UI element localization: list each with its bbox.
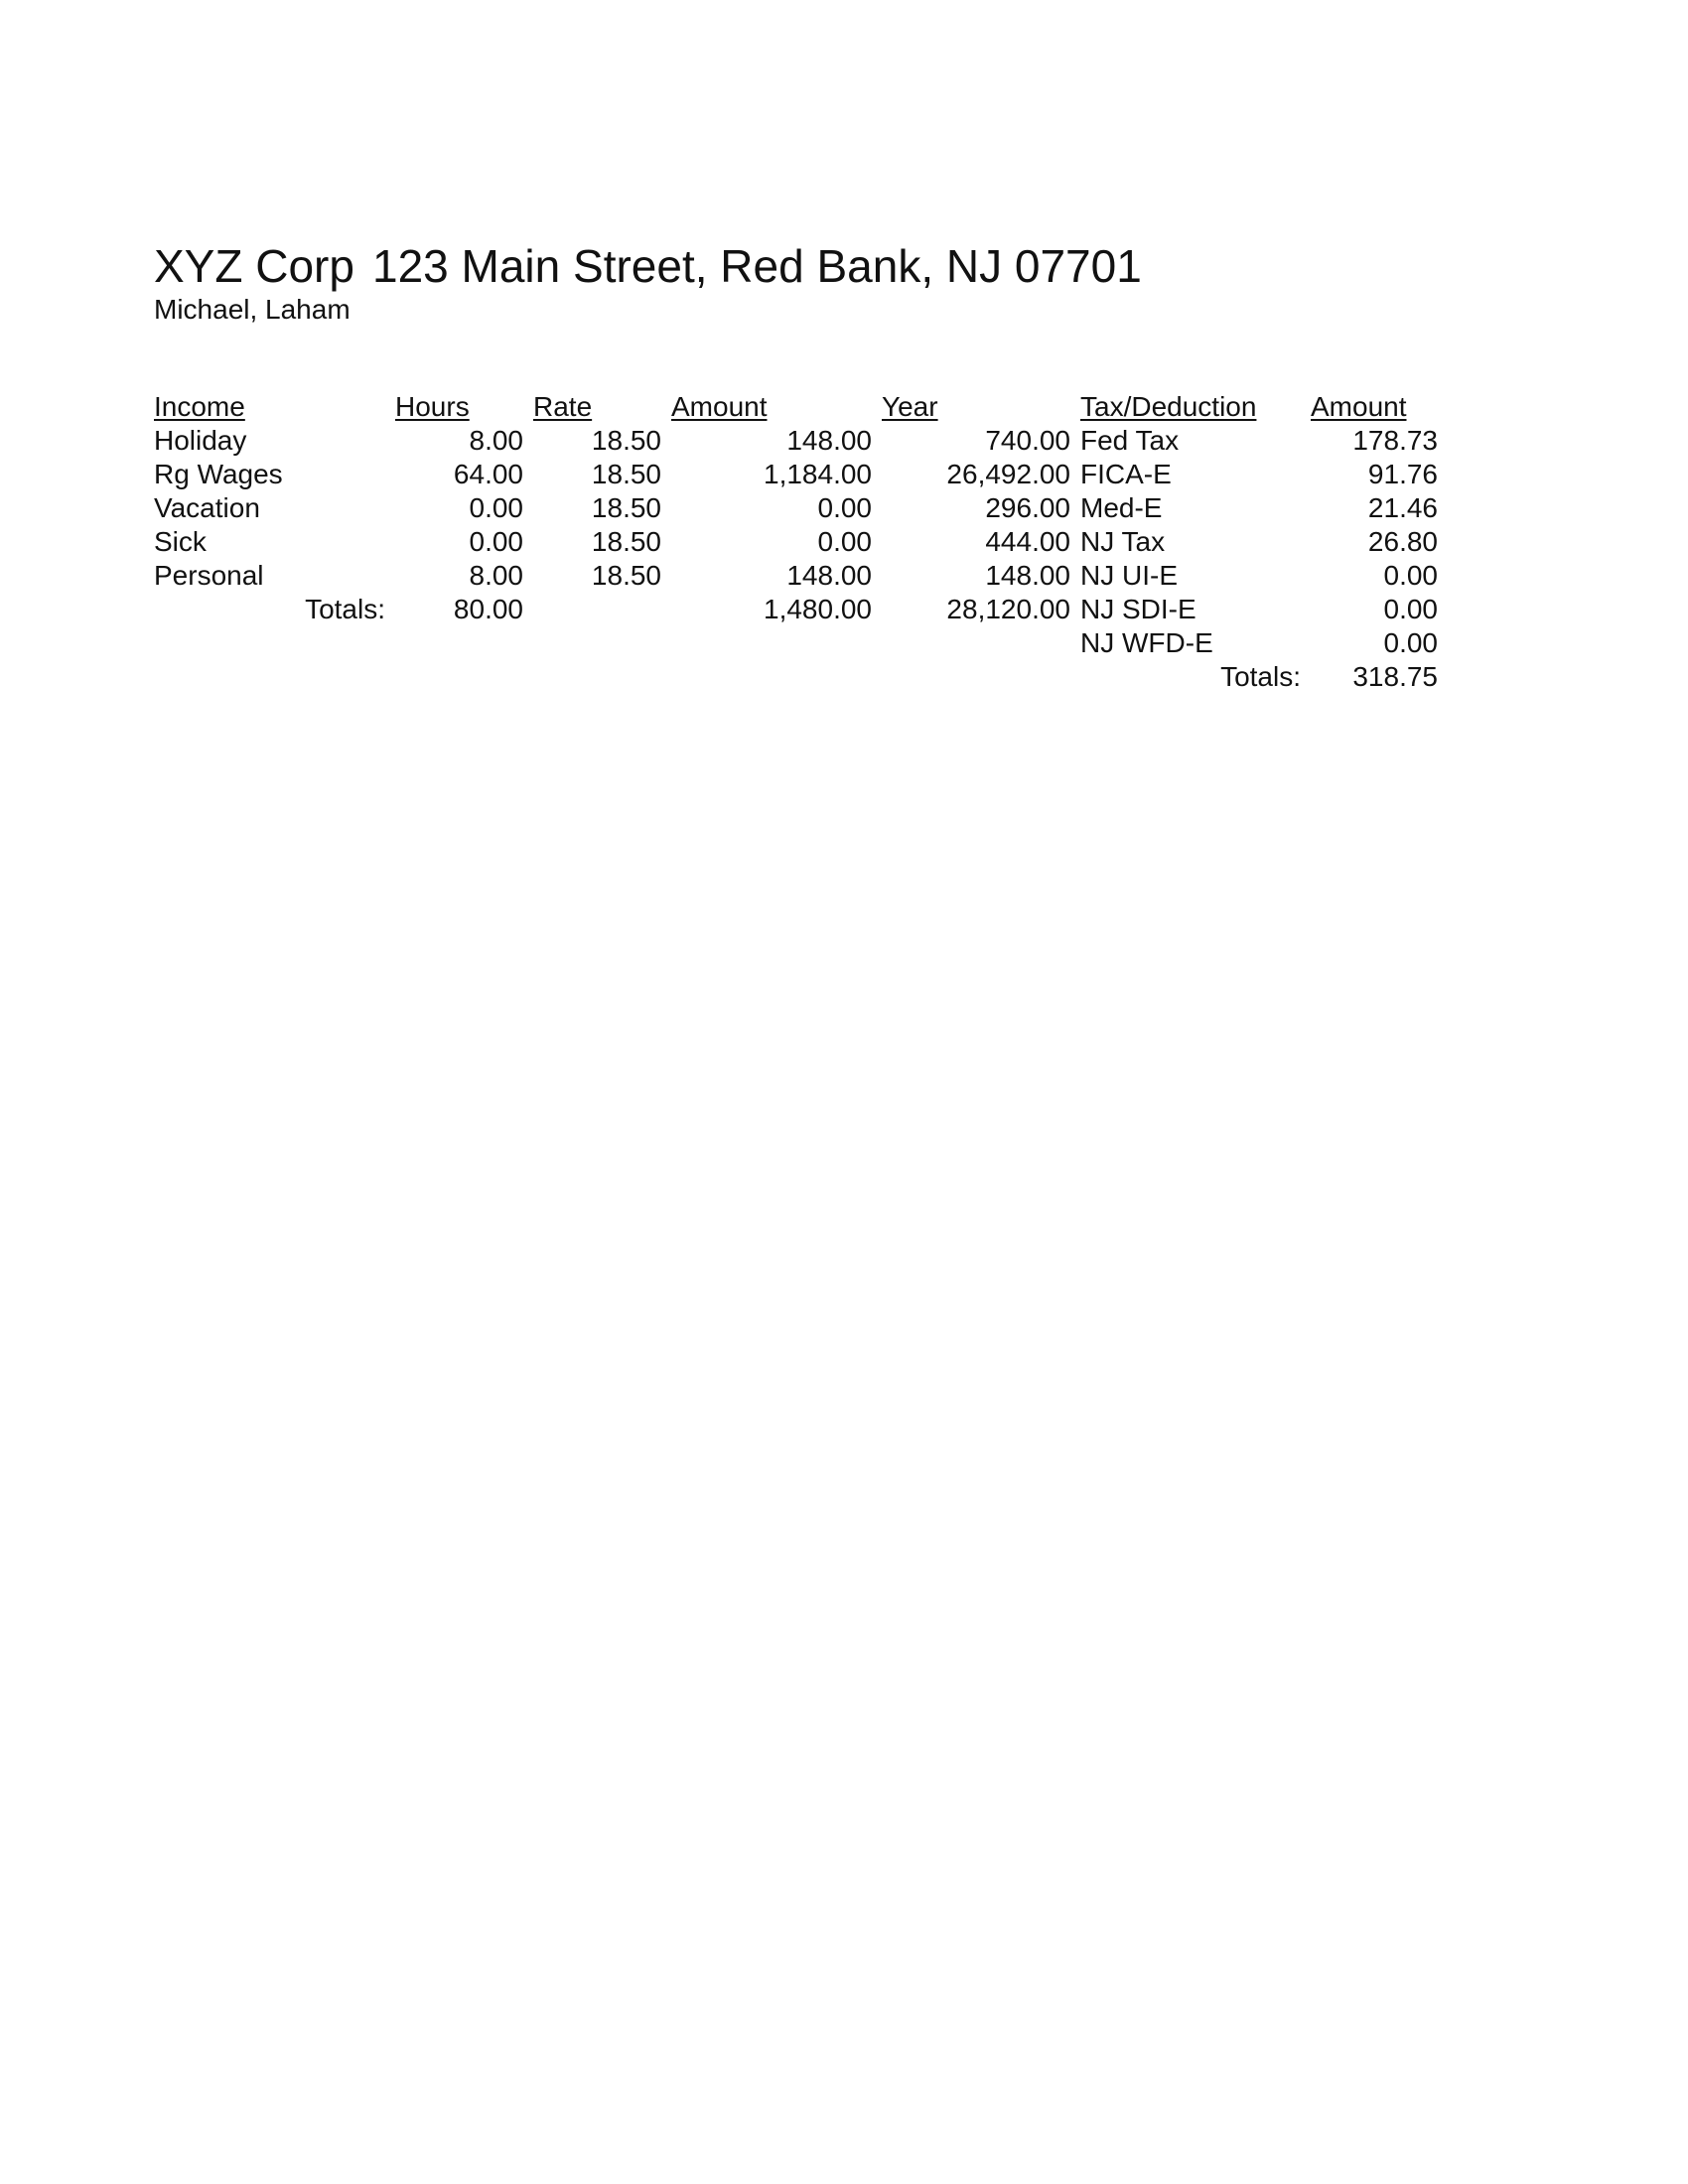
amount-header: Amount [671,391,768,422]
deduction-row-name: NJ UI-E [1080,560,1178,591]
income-row-year: 740.00 [985,425,1070,456]
deduction-row-name: NJ Tax [1080,526,1166,557]
income-row-rate: 18.50 [591,560,661,591]
income-row-amount: 148.00 [786,425,872,456]
income-row-amount: 1,184.00 [764,459,872,489]
income-row-year: 296.00 [985,492,1070,523]
income-header: Income [154,391,245,422]
employee-name: Michael, Laham [154,294,351,325]
deduction-row-amount: 21.46 [1367,492,1438,523]
income-row-amount: 0.00 [817,526,872,557]
deduction-header: Tax/Deduction [1080,391,1257,422]
income-row-hours: 8.00 [469,425,523,456]
deduction-row-amount: 91.76 [1367,459,1438,489]
deduction-row-name: Med-E [1080,492,1163,523]
income-row-name: Holiday [154,425,247,456]
income-totals-amount: 1,480.00 [764,594,872,624]
deduction-row-name: NJ WFD-E [1080,627,1213,658]
deduction-row-amount: 178.73 [1352,425,1438,456]
deduction-totals-label: Totals: [1220,661,1301,692]
income-row-rate: 18.50 [591,492,661,523]
income-row-name: Rg Wages [154,459,283,489]
deduction-row-amount: 0.00 [1383,594,1438,624]
deduction-row-name: NJ SDI-E [1080,594,1196,624]
income-row-name: Sick [154,526,207,557]
company-name: XYZ Corp [154,240,354,292]
year-header: Year [882,391,938,422]
deduction-totals-amount: 318.75 [1352,661,1438,692]
deduction-row-amount: 0.00 [1383,560,1438,591]
deduction-row-amount: 0.00 [1383,627,1438,658]
income-row-rate: 18.50 [591,526,661,557]
income-row-hours: 0.00 [469,492,523,523]
income-totals-label: Totals: [305,594,385,624]
income-row-hours: 8.00 [469,560,523,591]
income-row-hours: 64.00 [453,459,523,489]
income-row-amount: 0.00 [817,492,872,523]
income-row-name: Personal [154,560,264,591]
deduction-row-name: FICA-E [1080,459,1172,489]
income-row-amount: 148.00 [786,560,872,591]
income-row-year: 148.00 [985,560,1070,591]
deduction-amount-header: Amount [1311,391,1407,422]
income-row-year: 26,492.00 [946,459,1070,489]
income-row-year: 444.00 [985,526,1070,557]
income-row-hours: 0.00 [469,526,523,557]
rate-header: Rate [533,391,593,422]
company-address: 123 Main Street, Red Bank, NJ 07701 [372,240,1142,292]
deduction-row-name: Fed Tax [1080,425,1180,456]
income-row-rate: 18.50 [591,459,661,489]
income-totals-hours: 80.00 [453,594,523,624]
income-row-rate: 18.50 [591,425,661,456]
income-totals-year: 28,120.00 [946,594,1070,624]
hours-header: Hours [395,391,470,422]
income-row-name: Vacation [154,492,260,523]
deduction-row-amount: 26.80 [1367,526,1438,557]
